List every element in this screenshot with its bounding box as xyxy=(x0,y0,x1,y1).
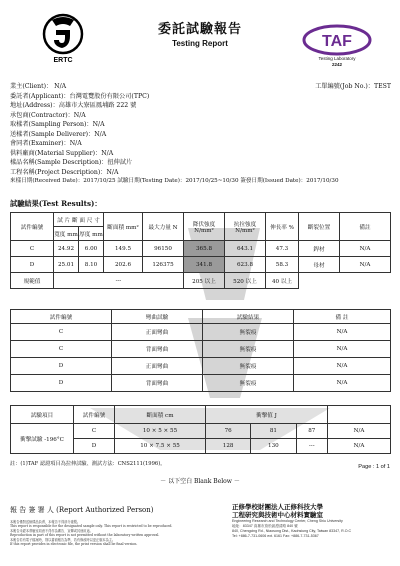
sample-description: 樣品名稱(Sample Description)：扭伸試片 xyxy=(10,159,133,166)
h-break: 斷裂位置 xyxy=(299,213,340,241)
cell-break: 母材 xyxy=(299,257,340,273)
h-note: 備註 xyxy=(340,213,391,241)
cell-id: D xyxy=(11,257,54,273)
address: 地址(Address)：高雄市大寮區鳳埔路 222 號 xyxy=(10,102,137,109)
h-bend: 彎曲試驗 xyxy=(112,310,203,324)
cell-note: N/A xyxy=(340,241,391,257)
cell-area: 149.5 xyxy=(104,241,143,257)
cell-result: 無裂痕 xyxy=(203,341,294,358)
disclaimer xyxy=(10,520,220,546)
spec-elong: 40 以上 xyxy=(266,273,299,289)
sample-deliverer: 送樣者(Sample Deliverer)：N/A xyxy=(10,130,107,138)
contractor: 承包商(Contractor)：N/A xyxy=(10,111,86,119)
h-elong: 伸長率 % xyxy=(266,213,299,241)
report-title-en: Testing Report xyxy=(172,39,228,48)
disclaimer-line: Reproduction in part of this report is not permitted without the laboratory written approval. xyxy=(10,533,160,538)
cell-id: C xyxy=(74,424,115,439)
h-result: 試驗結果 xyxy=(203,310,294,324)
page-number: Page : 1 of 1 xyxy=(358,464,390,470)
h-yield: 降伏強度 N/mm² xyxy=(184,213,225,241)
cell-v3: 87 xyxy=(296,424,327,439)
tensile-table xyxy=(10,212,391,289)
cell-note: N/A xyxy=(294,358,391,375)
h-item: 試驗項目 xyxy=(11,406,74,424)
spec-dash: --- xyxy=(54,273,184,289)
disclaimer-line: 本報告僅對送檢樣品負責，本報告不得部分複製。 xyxy=(10,520,81,524)
h-id: 試件編號 xyxy=(74,406,115,424)
table-row xyxy=(11,375,391,392)
cell-load: 126375 xyxy=(143,257,184,273)
taf-sub-2: 2242 xyxy=(331,62,342,67)
h-id: 試件編號 xyxy=(11,213,54,241)
cell-bend: 正面彎曲 xyxy=(112,324,203,341)
client: 業主(Client)： N/A xyxy=(10,83,67,90)
report-info xyxy=(10,82,395,187)
table-row xyxy=(11,341,391,358)
cell-area: 202.6 xyxy=(104,257,143,273)
cell-id: C xyxy=(11,324,112,341)
job-no: 工單編號(Job No.)：TEST xyxy=(315,83,391,90)
h-note: 備 註 xyxy=(294,310,391,324)
cell-yield: 341.8 xyxy=(184,257,225,273)
spec-row xyxy=(11,273,391,289)
h-id: 試件編號 xyxy=(11,310,112,324)
cell-note: N/A xyxy=(294,341,391,358)
cell-v1: 128 xyxy=(206,439,251,454)
cell-break: 銲材 xyxy=(299,241,340,257)
taf-sub-1: Testing Laboratory xyxy=(318,56,356,61)
cell-tensile: 643.1 xyxy=(225,241,266,257)
h-tensile: 抗拉強度 N/mm² xyxy=(225,213,266,241)
disclaimer-line: 本報告若有電子檔案時，則以書面報告為準，若有修改時以更正版本為主。 xyxy=(10,537,116,542)
cell-bend: 背面彎曲 xyxy=(112,375,203,392)
report-signer: 報 告 簽 署 人 (Report Authorized Person) xyxy=(10,506,154,514)
cell-thick: 6.00 xyxy=(79,241,104,257)
cell-bend: 正面彎曲 xyxy=(112,358,203,375)
cell-result: 無裂痕 xyxy=(203,375,294,392)
applicant: 委託者(Applicant)：台灣電覽股份有限公司(TPC) xyxy=(10,92,150,100)
org-tel: Tel: +886-7-731-0606 ext. 6161 Fax: +886-7-731-5367 xyxy=(232,534,319,538)
blank-below: － 以下空白 Blank Below － xyxy=(160,478,240,485)
cell-id: C xyxy=(11,341,112,358)
org-addr-zh: 地址：83347 高雄市鳥松區澄清路 840 號 xyxy=(232,524,298,528)
cell-v2: 130 xyxy=(251,439,296,454)
impact-item: 衝擊試驗 -196°C xyxy=(11,424,74,454)
disclaimer-line: This report is responsible for the designated sample only. This report is restricted to be reproduced. xyxy=(10,524,173,529)
footnote: 註：(1)TAF 認證項目為拉伸試驗、測試方法：CNS2111(1996)。 xyxy=(10,461,166,467)
project-description: 工程名稱(Project Description)：N/A xyxy=(10,168,119,176)
org-name-2: 工程研究與技術中心材料實驗室 xyxy=(232,511,323,519)
sampling-person: 取樣者(Sampling Person)：N/A xyxy=(10,121,105,128)
cell-elong: 47.3 xyxy=(266,241,299,257)
cell-id: D xyxy=(11,375,112,392)
taf-label xyxy=(296,56,378,68)
org-name-1: 正修學校財團法人正修科技大學 xyxy=(232,503,323,511)
cell-note: N/A xyxy=(294,375,391,392)
disclaimer-line: If this report provides in electronic file, the print version shall be final version. xyxy=(10,542,138,547)
spec-yield: 205 以上 xyxy=(184,273,225,289)
cell-load: 96150 xyxy=(143,241,184,257)
cell-note: N/A xyxy=(340,257,391,273)
cell-elong: 58.3 xyxy=(266,257,299,273)
cell-v3: --- xyxy=(296,439,327,454)
org-en: Engineering Research and Technology Center, Cheng Shiu University xyxy=(232,519,343,523)
h-thick: 厚度 mm xyxy=(79,227,104,241)
h-area: 斷面積 mm² xyxy=(104,213,143,241)
logo-text: ERTC xyxy=(53,57,73,64)
h-impact: 衝擊值 J xyxy=(206,406,328,424)
spec-tensile: 520 以上 xyxy=(225,273,266,289)
cell-v1: 76 xyxy=(206,424,251,439)
table-row xyxy=(11,241,391,257)
cell-id: C xyxy=(11,241,54,257)
org-details xyxy=(232,519,397,539)
table-row xyxy=(11,358,391,375)
cell-yield: 365.8 xyxy=(184,241,225,257)
disclaimer-line: 本報告未經本實驗室同意不得作為廣告、宣傳或其他用途。 xyxy=(10,528,93,533)
material-supplier: 供料廠商(Material Supplier)：N/A xyxy=(10,149,114,157)
dates: 來樣日期(Received Date)：2017/10/25 試驗日期(Testing Date)：2017/10/25~10/30 簽發日期(Issued Date)：2017/10/30 xyxy=(10,178,339,184)
org-addr-en: 840, Chengcing Rd., Niaosong Dist., Kaohsiung City, Taiwan 83347, R.O.C xyxy=(232,529,352,533)
cell-area: 10 × 7.5 × 55 xyxy=(115,439,206,454)
cell-tensile: 623.8 xyxy=(225,257,266,273)
cell-result: 無裂痕 xyxy=(203,358,294,375)
spec-label: 規範值 xyxy=(11,273,54,289)
cell-width: 25.01 xyxy=(54,257,79,273)
report-title-zh: 委託試驗報告 xyxy=(157,22,242,37)
cell-id: D xyxy=(74,439,115,454)
h-size: 試 片 斷 面 尺 寸 xyxy=(54,213,104,227)
results-title: 試驗結果(Test Results)： xyxy=(10,199,102,208)
table-row xyxy=(11,257,391,273)
bend-table xyxy=(10,309,391,392)
h-width: 寬度 mm xyxy=(54,227,79,241)
cell-note: N/A xyxy=(328,439,391,454)
h-area: 斷面積 cm xyxy=(115,406,206,424)
cell-bend: 背面彎曲 xyxy=(112,341,203,358)
cell-result: 無裂痕 xyxy=(203,324,294,341)
table-row xyxy=(11,424,391,439)
cell-width: 24.92 xyxy=(54,241,79,257)
cell-id: D xyxy=(11,358,112,375)
cell-note: N/A xyxy=(294,324,391,341)
h-maxload: 最大力量 N xyxy=(143,213,184,241)
cell-area: 10 × 5 × 55 xyxy=(115,424,206,439)
impact-table xyxy=(10,405,391,454)
taf-text: TAF xyxy=(322,33,352,50)
cell-note: N/A xyxy=(328,424,391,439)
table-row xyxy=(11,324,391,341)
cell-thick: 8.10 xyxy=(79,257,104,273)
cell-v2: 81 xyxy=(251,424,296,439)
taf-logo xyxy=(302,24,372,56)
examiner: 會同者(Examiner)：N/A xyxy=(10,140,82,147)
